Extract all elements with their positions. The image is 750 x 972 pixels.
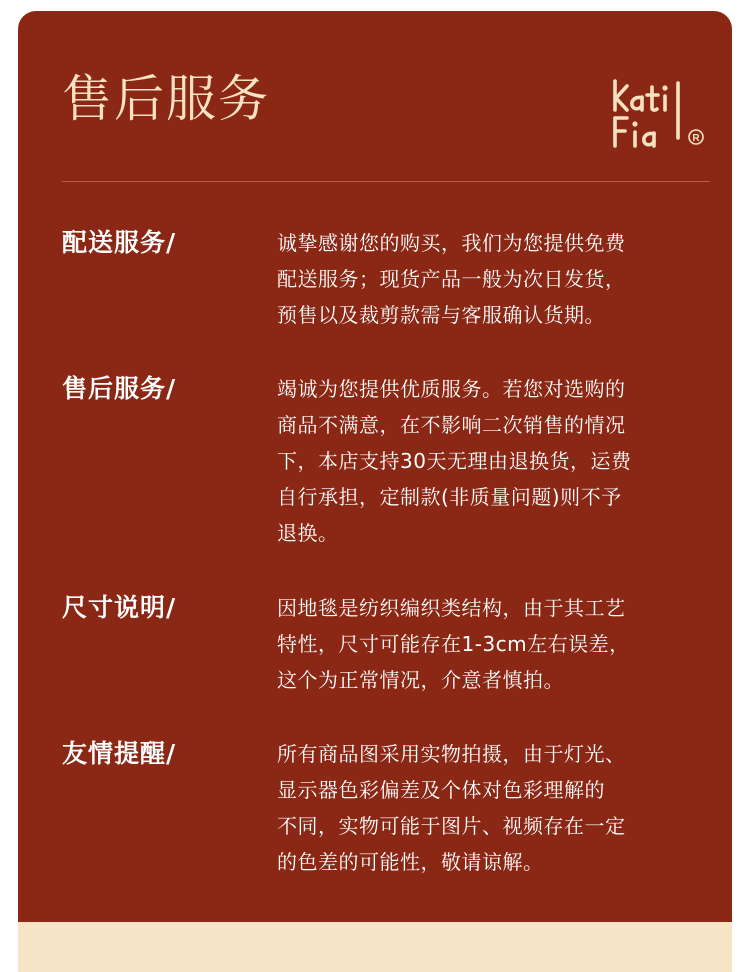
text-line: 不同，实物可能于图片、视频存在一定 — [277, 814, 626, 838]
text-line: 的色差的可能性，敬请谅解。 — [277, 850, 544, 874]
katifia-logo — [610, 78, 716, 148]
bottom-cream-strip — [18, 922, 732, 972]
section-label: 友情提醒/ — [62, 739, 177, 768]
section-text — [277, 225, 697, 333]
text-line: 竭诚为您提供优质服务。若您对选购的 — [277, 377, 626, 401]
section-label: 配送服务/ — [62, 228, 177, 257]
page-title: 售后服务 — [62, 70, 270, 128]
section-text — [277, 590, 697, 698]
text-line: 特性，尺寸可能存在1-3cm左右误差， — [277, 632, 630, 656]
section-label: 尺寸说明/ — [62, 593, 177, 622]
brand-logo-icon — [610, 78, 716, 148]
text-line: 预售以及裁剪款需与客服确认货期。 — [277, 303, 605, 327]
text-line: 诚挚感谢您的购买，我们为您提供免费 — [277, 231, 626, 255]
text-line: 退换。 — [277, 521, 339, 545]
text-line: 这个为正常情况，介意者慎拍。 — [277, 668, 564, 692]
text-line: 商品不满意，在不影响二次销售的情况 — [277, 413, 626, 437]
section-text — [277, 371, 697, 551]
text-line: 显示器色彩偏差及个体对色彩理解的 — [277, 778, 605, 802]
text-line: 下，本店支持30天无理由退换货，运费 — [277, 449, 632, 473]
header-divider — [62, 181, 710, 182]
text-line: 所有商品图采用实物拍摄，由于灯光、 — [277, 742, 626, 766]
text-line: 自行承担，定制款(非质量问题)则不予 — [277, 485, 622, 509]
text-line: 配送服务；现货产品一般为次日发货， — [277, 267, 626, 291]
section-label: 售后服务/ — [62, 374, 177, 403]
svg-text:R: R — [692, 133, 700, 144]
after-sales-card — [18, 11, 732, 972]
text-line: 因地毯是纺织编织类结构，由于其工艺 — [277, 596, 626, 620]
section-text — [277, 736, 697, 880]
